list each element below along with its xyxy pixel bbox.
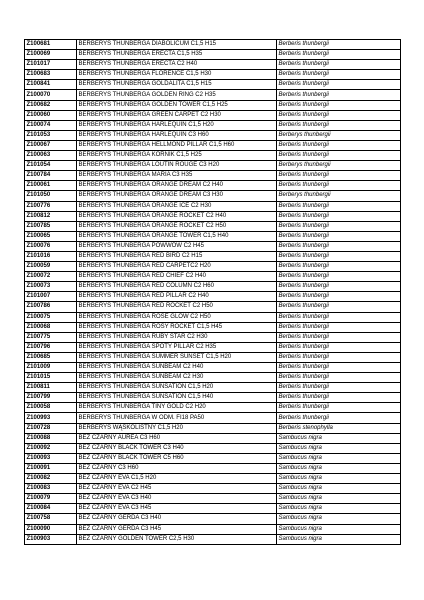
table-row <box>25 251 401 261</box>
latin-name-cell: Berberis thunbergii <box>277 40 401 50</box>
product-name-cell: BERBERYS THUNBERGA HARLEQUIN C1,5 H20 <box>77 120 277 130</box>
latin-name-cell: Berberys thunbergii <box>277 161 401 171</box>
table-row <box>25 534 401 544</box>
product-name-cell: BERBERYS THUNBERGA ORANGE ICE C2 H30 <box>77 201 277 211</box>
table-row <box>25 433 401 443</box>
product-code-cell: Z100065 <box>25 231 77 241</box>
product-name-cell: BEZ CZARNY EVA C3 H40 <box>77 494 277 504</box>
latin-name-cell: Berberis thunbergii <box>277 363 401 373</box>
latin-name-cell: Berberis thunbergii <box>277 342 401 352</box>
table-row <box>25 241 401 251</box>
latin-name-cell: Berberis thunbergii <box>277 110 401 120</box>
latin-name-cell: Berberis thunbergii <box>277 80 401 90</box>
product-code-cell: Z100786 <box>25 302 77 312</box>
product-code-cell: Z100079 <box>25 494 77 504</box>
table-row <box>25 130 401 140</box>
table-row <box>25 393 401 403</box>
product-name-cell: BEZ CZARNY EVA C3 H45 <box>77 504 277 514</box>
product-code-cell: Z100993 <box>25 413 77 423</box>
table-row <box>25 484 401 494</box>
product-name-cell: BERBERYS THUNBERGA RUBY STAR C2 H30 <box>77 332 277 342</box>
product-name-cell: BERBERYS THUNBERGA ORANGE ROCKET C2 H50 <box>77 221 277 231</box>
latin-name-cell: Berberis thunbergii <box>277 140 401 150</box>
product-code-cell: Z100072 <box>25 272 77 282</box>
product-name-cell: BERBERYS THUNBERGA RED CHIEF C2 H40 <box>77 272 277 282</box>
latin-name-cell: Sambucus nigra <box>277 534 401 544</box>
latin-name-cell: Berberis thunbergii <box>277 393 401 403</box>
latin-name-cell: Berberis thunbergii <box>277 251 401 261</box>
latin-name-cell: Berberis thunbergii <box>277 322 401 332</box>
latin-name-cell: Sambucus nigra <box>277 453 401 463</box>
latin-name-cell: Sambucus nigra <box>277 474 401 484</box>
table-row <box>25 181 401 191</box>
product-code-cell: Z100088 <box>25 433 77 443</box>
latin-name-cell: Berberis thunbergii <box>277 181 401 191</box>
latin-name-cell: Berberis thunbergii <box>277 100 401 110</box>
latin-name-cell: Berberis thunbergii <box>277 120 401 130</box>
product-name-cell: BERBERYS THUNBERGA ORANGE DREAM C2 H40 <box>77 181 277 191</box>
product-code-cell: Z100059 <box>25 262 77 272</box>
product-name-cell: BERBERYS THUNBERGA SUNBEAM C2 H40 <box>77 363 277 373</box>
product-code-cell: Z100812 <box>25 211 77 221</box>
product-code-cell: Z100058 <box>25 403 77 413</box>
latin-name-cell: Sambucus nigra <box>277 514 401 524</box>
table-row <box>25 211 401 221</box>
product-code-cell: Z101007 <box>25 292 77 302</box>
table-row <box>25 312 401 322</box>
table-row <box>25 272 401 282</box>
table-row <box>25 191 401 201</box>
product-name-cell: BERBERYS THUNBERGA RED COLUMN C2 H60 <box>77 282 277 292</box>
product-name-cell: BERBERYS THUNBERGA RED PILLAR C2 H40 <box>77 292 277 302</box>
product-name-cell: BEZ CZARNY BLACK TOWER C5 H60 <box>77 453 277 463</box>
product-name-cell: BERBERYS THUNBERGA MARIA C3 H35 <box>77 171 277 181</box>
latin-name-cell: Berberis thunbergii <box>277 211 401 221</box>
table-row <box>25 231 401 241</box>
product-code-cell: Z100681 <box>25 40 77 50</box>
product-code-cell: Z100796 <box>25 342 77 352</box>
product-name-cell: BERBERYS THUNBERGA FLORENCE C1,5 H30 <box>77 70 277 80</box>
product-code-cell: Z100082 <box>25 474 77 484</box>
table-row <box>25 90 401 100</box>
table-row <box>25 352 401 362</box>
product-name-cell: BERBERYS THUNBERGA ERECTA C1,5 H35 <box>77 50 277 60</box>
product-name-cell: BERBERYS THUNBERGA GOLDEN TOWER C1,5 H25 <box>77 100 277 110</box>
product-name-cell: BERBERYS THUNBERGA ORANGE DREAM C3 H30 <box>77 191 277 201</box>
table-row <box>25 504 401 514</box>
product-code-cell: Z100076 <box>25 241 77 251</box>
table-row <box>25 100 401 110</box>
product-code-cell: Z100685 <box>25 352 77 362</box>
product-code-cell: Z100083 <box>25 484 77 494</box>
product-name-cell: BERBERYS THUNBERGA SUMMER SUNSET C1,5 H20 <box>77 352 277 362</box>
latin-name-cell: Berberis thunbergii <box>277 60 401 70</box>
latin-name-cell: Berberys thunbergii <box>277 191 401 201</box>
product-code-cell: Z100069 <box>25 50 77 60</box>
table-row <box>25 40 401 50</box>
latin-name-cell: Berberis thunbergii <box>277 383 401 393</box>
product-name-cell: BERBERYS THUNBERGA TINY GOLD C2 H20 <box>77 403 277 413</box>
product-name-cell: BEZ CZARNY GERDA C3 H45 <box>77 524 277 534</box>
latin-name-cell: Berberis thunbergii <box>277 241 401 251</box>
product-code-cell: Z100841 <box>25 80 77 90</box>
product-name-cell: BEZ CZARNY AUREA C3 H60 <box>77 433 277 443</box>
product-code-cell: Z100068 <box>25 322 77 332</box>
product-code-cell: Z101050 <box>25 191 77 201</box>
table-row <box>25 342 401 352</box>
table-row <box>25 383 401 393</box>
latin-name-cell: Berberis thunbergii <box>277 262 401 272</box>
table-row <box>25 151 401 161</box>
table-row <box>25 292 401 302</box>
product-name-cell: BEZ CZARNY C3 H60 <box>77 463 277 473</box>
product-name-cell: BERBERYS THUNBERGA RED ROCKET C2 H50 <box>77 302 277 312</box>
product-code-cell: Z101053 <box>25 130 77 140</box>
product-code-cell: Z100092 <box>25 443 77 453</box>
table-row <box>25 140 401 150</box>
latin-name-cell: Sambucus nigra <box>277 504 401 514</box>
product-code-cell: Z101054 <box>25 161 77 171</box>
table-row <box>25 80 401 90</box>
table-row <box>25 60 401 70</box>
table-row <box>25 50 401 60</box>
product-code-cell: Z100084 <box>25 504 77 514</box>
latin-name-cell: Berberis thunbergii <box>277 292 401 302</box>
product-code-cell: Z100070 <box>25 90 77 100</box>
latin-name-cell: Berberis thunbergii <box>277 272 401 282</box>
latin-name-cell: Berberis thunbergii <box>277 201 401 211</box>
product-name-cell: BERBERYS THUNBERGA SPOTY PILLAR C2 H35 <box>77 342 277 352</box>
product-code-cell: Z100683 <box>25 70 77 80</box>
table-row <box>25 70 401 80</box>
product-table-body <box>25 40 401 545</box>
product-code-cell: Z100728 <box>25 423 77 433</box>
product-code-cell: Z100091 <box>25 463 77 473</box>
latin-name-cell: Sambucus nigra <box>277 484 401 494</box>
table-row <box>25 494 401 504</box>
product-name-cell: BERBERYS THUNBERGA LOUTIN ROUGE C3 H20 <box>77 161 277 171</box>
table-row <box>25 322 401 332</box>
product-code-cell: Z100074 <box>25 120 77 130</box>
latin-name-cell: Berberis thunbergii <box>277 90 401 100</box>
product-code-cell: Z100067 <box>25 140 77 150</box>
product-code-cell: Z101015 <box>25 373 77 383</box>
latin-name-cell: Berberis stenophylla <box>277 423 401 433</box>
product-name-cell: BEZ CZARNY GERDA C3 H40 <box>77 514 277 524</box>
table-row <box>25 332 401 342</box>
table-row <box>25 463 401 473</box>
product-code-cell: Z101016 <box>25 251 77 261</box>
product-name-cell: BERBERYS THUNBERGA SUNBEAM C2 H30 <box>77 373 277 383</box>
product-name-cell: BEZ CZARNY BLACK TOWER C3 H40 <box>77 443 277 453</box>
product-code-cell: Z100093 <box>25 453 77 463</box>
product-code-cell: Z100776 <box>25 201 77 211</box>
product-code-cell: Z100775 <box>25 332 77 342</box>
table-row <box>25 514 401 524</box>
product-name-cell: BERBERYS THUNBERGA ORANGE ROCKET C2 H40 <box>77 211 277 221</box>
latin-name-cell: Sambucus nigra <box>277 433 401 443</box>
product-code-cell: Z100073 <box>25 282 77 292</box>
product-name-cell: BERBERYS THUNBERGA SUNSATION C1,5 H40 <box>77 393 277 403</box>
latin-name-cell: Berberis thunbergii <box>277 302 401 312</box>
product-name-cell: BERBERYS THUNBERGA ROSE GLOW C2 H50 <box>77 312 277 322</box>
product-code-cell: Z100682 <box>25 100 77 110</box>
product-code-cell: Z100799 <box>25 393 77 403</box>
latin-name-cell: Berberis thunbergii <box>277 373 401 383</box>
product-name-cell: BERBERYS THUNBERGA W ODM. FI18 PA50 <box>77 413 277 423</box>
product-code-cell: Z100811 <box>25 383 77 393</box>
table-row <box>25 453 401 463</box>
latin-name-cell: Berberis thunbergii <box>277 171 401 181</box>
table-row <box>25 474 401 484</box>
product-name-cell: BERBERYS THUNBERGA HELLMOND PILLAR C1,5 H60 <box>77 140 277 150</box>
product-code-cell: Z100758 <box>25 514 77 524</box>
product-name-cell: BERBERYS THUNBERGA POWWOW C2 H45 <box>77 241 277 251</box>
latin-name-cell: Sambucus nigra <box>277 524 401 534</box>
latin-name-cell: Sambucus nigra <box>277 463 401 473</box>
table-row <box>25 262 401 272</box>
product-table <box>24 39 401 545</box>
latin-name-cell: Berberis thunbergii <box>277 352 401 362</box>
product-code-cell: Z100785 <box>25 221 77 231</box>
product-name-cell: BERBERYS THUNBERGA ORANGE TOWER C1,5 H40 <box>77 231 277 241</box>
product-code-cell: Z100903 <box>25 534 77 544</box>
latin-name-cell: Berberis thunbergii <box>277 221 401 231</box>
latin-name-cell: Sambucus nigra <box>277 443 401 453</box>
table-row <box>25 524 401 534</box>
product-name-cell: BERBERYS THUNBERGA SUNSATION C1,5 H20 <box>77 383 277 393</box>
product-name-cell: BERBERYS THUNBERGA ERECTA C2 H40 <box>77 60 277 70</box>
latin-name-cell: Berberis thunbergii <box>277 403 401 413</box>
latin-name-cell: Berberis thunbergii <box>277 50 401 60</box>
product-code-cell: Z100061 <box>25 181 77 191</box>
latin-name-cell: Sambucus nigra <box>277 494 401 504</box>
product-name-cell: BERBERYS THUNBERGA GOLDEN RING C2 H35 <box>77 90 277 100</box>
latin-name-cell: Berberis thunbergii <box>277 231 401 241</box>
table-row <box>25 110 401 120</box>
latin-name-cell: Berberys thunbergii <box>277 130 401 140</box>
table-row <box>25 221 401 231</box>
table-row <box>25 413 401 423</box>
latin-name-cell: Berberis thunbergii <box>277 332 401 342</box>
latin-name-cell: Berberis thunbergii <box>277 282 401 292</box>
latin-name-cell: Berberis thunbergii <box>277 413 401 423</box>
product-code-cell: Z100784 <box>25 171 77 181</box>
product-name-cell: BERBERYS THUNBERGA RED CARPETC2 H20 <box>77 262 277 272</box>
product-code-cell: Z100060 <box>25 110 77 120</box>
product-name-cell: BERBERYS THUNBERGA ROSY ROCKET C1,5 H45 <box>77 322 277 332</box>
product-name-cell: BERBERYS THUNBERGA HARLEQUIN C3 H60 <box>77 130 277 140</box>
product-name-cell: BERBERYS WĄSKOLISTNY C1,5 H20 <box>77 423 277 433</box>
table-row <box>25 282 401 292</box>
product-name-cell: BEZ CZARNY EVA C2 H45 <box>77 484 277 494</box>
table-row <box>25 423 401 433</box>
table-row <box>25 443 401 453</box>
product-name-cell: BERBERYS THUNBERGA KÓRNIK C1,5 H25 <box>77 151 277 161</box>
table-row <box>25 373 401 383</box>
table-row <box>25 120 401 130</box>
product-code-cell: Z101017 <box>25 60 77 70</box>
table-row <box>25 363 401 373</box>
product-code-cell: Z101009 <box>25 363 77 373</box>
product-name-cell: BEZ CZARNY GOLDEN TOWER C2,5 H30 <box>77 534 277 544</box>
latin-name-cell: Berberis thunbergii <box>277 151 401 161</box>
product-code-cell: Z100063 <box>25 151 77 161</box>
product-name-cell: BERBERYS THUNBERGA GOLDALITA C1,5 H15 <box>77 80 277 90</box>
product-name-cell: BERBERYS THUNBERGA RED BIRD C2 H15 <box>77 251 277 261</box>
table-row <box>25 201 401 211</box>
table-row <box>25 302 401 312</box>
table-row <box>25 161 401 171</box>
product-code-cell: Z100090 <box>25 524 77 534</box>
latin-name-cell: Berberis thunbergii <box>277 70 401 80</box>
product-name-cell: BERBERYS THUNBERGA DIABOLICUM C1,5 H15 <box>77 40 277 50</box>
product-name-cell: BEZ CZARNY EVA C1,5 H20 <box>77 474 277 484</box>
product-code-cell: Z100075 <box>25 312 77 322</box>
table-row <box>25 403 401 413</box>
table-row <box>25 171 401 181</box>
product-name-cell: BERBERYS THUNBERGA GREEN CARPET C2 H30 <box>77 110 277 120</box>
latin-name-cell: Berberis thunbergii <box>277 312 401 322</box>
